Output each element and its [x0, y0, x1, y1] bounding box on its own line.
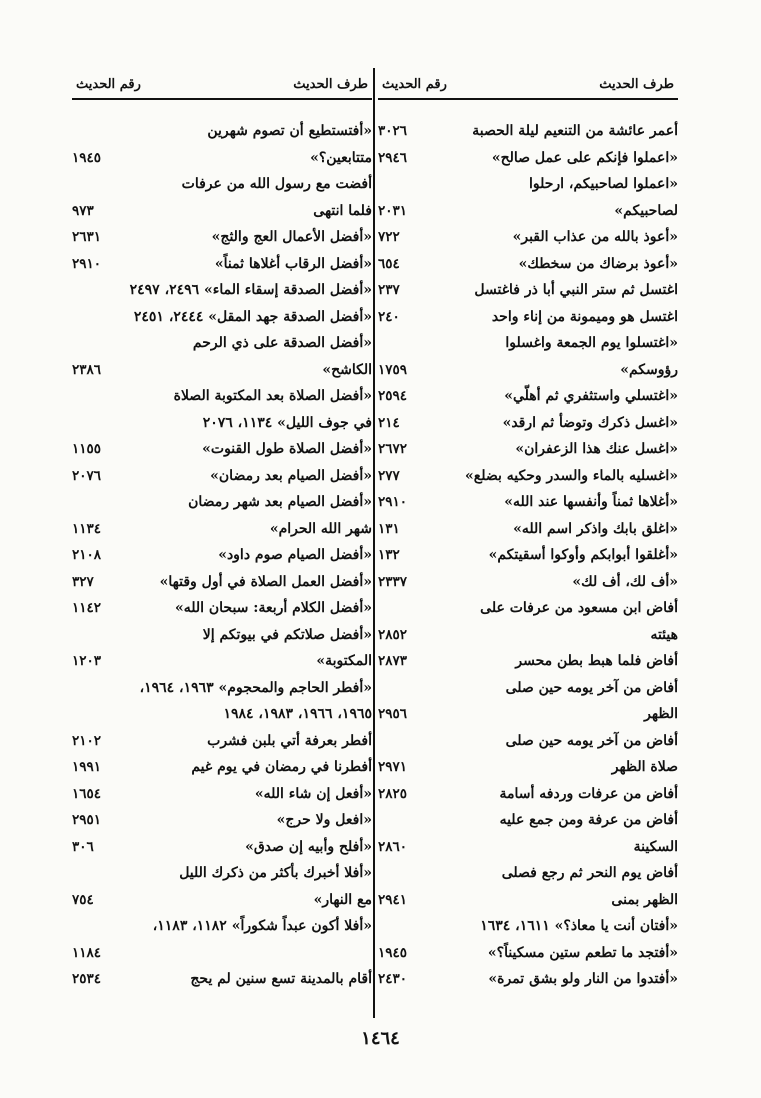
- right-rows: [378, 118, 678, 993]
- hadith-number: ١١٥٥: [72, 441, 102, 458]
- hadith-text: أفاض من عرفة ومن جمع عليه: [499, 812, 678, 829]
- index-entry: [378, 701, 678, 728]
- hadith-text: «أفضل الصيام بعد شهر رمضان: [188, 494, 372, 511]
- hadith-number: ٢٧٧: [378, 467, 400, 484]
- hadith-number: ٢١٠٨: [72, 547, 102, 564]
- index-entry: [72, 887, 372, 914]
- hadith-number: ٦٥٤: [378, 255, 400, 272]
- index-entry: [72, 807, 372, 834]
- hadith-text: أفطرنا في رمضان في يوم غيم: [191, 759, 372, 776]
- index-entry: [378, 569, 678, 596]
- hadith-text: «افعل ولا حرج»: [276, 812, 372, 829]
- index-entry: [378, 436, 678, 463]
- index-entry: [72, 675, 372, 702]
- hadith-number: ٢٨٢٥: [378, 785, 408, 802]
- hadith-text: «أفلا أخبرك بأكثر من ذكرك الليل: [179, 865, 372, 882]
- header-number-label: رقم الحديث: [76, 76, 141, 92]
- header-number-label: رقم الحديث: [382, 76, 447, 92]
- hadith-text: «اغتسلوا يوم الجمعة واغسلوا: [505, 335, 678, 352]
- index-entry: [72, 251, 372, 278]
- hadith-text: اغتسل هو وميمونة من إناء واحد: [491, 308, 678, 325]
- index-entry: [378, 251, 678, 278]
- index-entry: [72, 224, 372, 251]
- hadith-number: ٢٠٣١: [378, 202, 408, 219]
- index-entry: [72, 516, 372, 543]
- hadith-text: أعمر عائشة من التنعيم ليلة الحصبة: [472, 123, 678, 140]
- index-entry: [72, 569, 372, 596]
- hadith-text: الكاشح»: [322, 361, 372, 378]
- index-entry: [378, 728, 678, 755]
- hadith-number: ٣٠٢٦: [378, 123, 408, 140]
- index-entry: [72, 860, 372, 887]
- hadith-number: ٢٩١٠: [72, 255, 102, 272]
- hadith-text: أفاض يوم النحر ثم رجع فصلى: [501, 865, 678, 882]
- index-entry: [378, 118, 678, 145]
- index-entry: [378, 489, 678, 516]
- index-entry: [378, 966, 678, 993]
- index-entry: [378, 648, 678, 675]
- index-entry: [378, 622, 678, 649]
- index-entry: [378, 171, 678, 198]
- hadith-text: «أغلقوا أبوابكم وأوكوا أسقيتكم»: [488, 547, 678, 564]
- hadith-number: ٢٣٣٧: [378, 573, 408, 590]
- hadith-text: «أفضل العمل الصلاة في أول وقتها»: [159, 573, 372, 590]
- hadith-text: «أفضل الصلاة طول القنوت»: [202, 441, 372, 458]
- hadith-text: «أغلاها ثمناً وأنفسها عند الله»: [504, 494, 678, 511]
- index-entry: [378, 754, 678, 781]
- index-entry: [72, 463, 372, 490]
- hadith-number: ٢٩٥١: [72, 812, 102, 829]
- hadith-number: ١٣٢: [378, 547, 400, 564]
- index-entry: [72, 436, 372, 463]
- hadith-number: ١١٣٤: [72, 520, 102, 537]
- hadith-text: رؤوسكم»: [620, 361, 678, 378]
- index-entry: [72, 198, 372, 225]
- hadith-text: «اعملوا لصاحبيكم، ارحلوا: [529, 176, 678, 193]
- hadith-number: ١٩٤٥: [378, 944, 408, 961]
- index-entry: [378, 781, 678, 808]
- index-entry: [72, 834, 372, 861]
- index-entry: [72, 913, 372, 940]
- index-entry: [378, 887, 678, 914]
- hadith-number: ١٢٠٣: [72, 653, 102, 670]
- index-entry: [378, 595, 678, 622]
- index-entry: [72, 357, 372, 384]
- hadith-number: ٢٤٣٠: [378, 971, 408, 988]
- hadith-text: «أفلح وأبيه إن صدق»: [245, 838, 372, 855]
- index-entry: [72, 542, 372, 569]
- index-entry: [378, 834, 678, 861]
- index-entry: [72, 330, 372, 357]
- hadith-text: متتابعين؟»: [310, 149, 372, 166]
- index-entry: [378, 516, 678, 543]
- hadith-number: ١٦٥٤: [72, 785, 102, 802]
- hadith-text: «اغسل عنك هذا الزعفران»: [515, 441, 678, 458]
- left-column: [72, 70, 372, 1020]
- hadith-number: ٢١٠٢: [72, 732, 102, 749]
- hadith-text: «أفضل الصيام بعد رمضان»: [210, 467, 372, 484]
- hadith-text: «اغتسلي واستثفري ثم أهلّي»: [504, 388, 678, 405]
- index-entry: [72, 118, 372, 145]
- left-rows: [72, 118, 372, 993]
- hadith-number: ١١٤٢: [72, 600, 102, 617]
- hadith-text: «أفضل الرقاب أغلاها ثمناً»: [214, 255, 372, 272]
- hadith-text: أفاض ابن مسعود من عرفات على: [480, 600, 678, 617]
- index-entry: [378, 860, 678, 887]
- page-number: ١٤٦٤: [361, 1028, 400, 1049]
- header-hadith-label: طرف الحديث: [293, 76, 368, 92]
- hadith-text: أفاض فلما هبط بطن محسر: [515, 653, 678, 670]
- hadith-number: ٣٠٦: [72, 838, 94, 855]
- hadith-text: «أفضل الصدقة على ذي الرحم: [192, 335, 372, 352]
- index-entry: [378, 807, 678, 834]
- hadith-text: أفاض من آخر يومه حين صلى: [505, 732, 678, 749]
- hadith-text: «أف لك، أف لك»: [572, 573, 678, 590]
- hadith-text: «أفضل الصدقة إسقاء الماء» ٢٤٩٦، ٢٤٩٧: [129, 282, 372, 299]
- hadith-text: شهر الله الحرام»: [269, 520, 372, 537]
- right-column: [378, 70, 678, 1020]
- hadith-number: ٢٩٤٦: [378, 149, 408, 166]
- index-entry: [378, 410, 678, 437]
- index-entry: [378, 357, 678, 384]
- hadith-text: «أفضل الصدقة جهد المقل» ٢٤٤٤، ٢٤٥١: [133, 308, 372, 325]
- hadith-text: «اغسل ذكرك وتوضأ ثم ارقد»: [502, 414, 678, 431]
- hadith-number: ٣٢٧: [72, 573, 94, 590]
- hadith-text: المكتوبة»: [316, 653, 372, 670]
- hadith-text: «أفضل الصلاة بعد المكتوبة الصلاة: [173, 388, 372, 405]
- index-entry: [72, 145, 372, 172]
- index-entry: [72, 728, 372, 755]
- hadith-number: ٢٩٧١: [378, 759, 408, 776]
- hadith-text: أقام بالمدينة تسع سنين لم يحج: [190, 971, 372, 988]
- hadith-number: ٢٨٦٠: [378, 838, 408, 855]
- hadith-number: ٢٩٥٦: [378, 706, 408, 723]
- hadith-number: ٢٥٩٤: [378, 388, 408, 405]
- hadith-number: ٢٩١٠: [378, 494, 408, 511]
- index-entry: [378, 198, 678, 225]
- hadith-text: السكينة: [633, 838, 678, 855]
- index-entry: [72, 304, 372, 331]
- hadith-text: صلاة الظهر: [611, 759, 678, 776]
- hadith-number: ٢٩٤١: [378, 891, 408, 908]
- hadith-text: «أفلا أكون عبداً شكوراً» ١١٨٢، ١١٨٣،: [152, 918, 372, 935]
- hadith-text: «اغلق بابك واذكر اسم الله»: [513, 520, 678, 537]
- hadith-text: في جوف الليل» ١١٣٤، ٢٠٧٦: [202, 414, 372, 431]
- index-entry: [72, 940, 372, 967]
- hadith-text: الظهر: [644, 706, 678, 723]
- hadith-text: أفاض من عرفات وردفه أسامة: [499, 785, 678, 802]
- index-entry: [72, 754, 372, 781]
- hadith-text: «أعوذ برضاك من سخطك»: [518, 255, 678, 272]
- header-hadith-label: طرف الحديث: [599, 76, 674, 92]
- index-entry: [378, 330, 678, 357]
- index-entry: [378, 675, 678, 702]
- hadith-text: ١٩٦٥، ١٩٦٦، ١٩٨٣، ١٩٨٤: [223, 706, 372, 723]
- hadith-text: لصاحبيكم»: [614, 202, 678, 219]
- hadith-text: فلما انتهى: [313, 202, 372, 219]
- hadith-text: «أفضل الأعمال العج والثج»: [211, 229, 372, 246]
- hadith-text: «أعوذ بالله من عذاب القبر»: [512, 229, 678, 246]
- index-entry: [72, 648, 372, 675]
- hadith-text: «أفضل صلاتكم في بيوتكم إلا: [202, 626, 372, 643]
- index-entry: [72, 701, 372, 728]
- hadith-text: «أفتجد ما تطعم ستين مسكيناً؟»: [487, 944, 678, 961]
- hadith-number: ٢٥٣٤: [72, 971, 102, 988]
- index-entry: [378, 304, 678, 331]
- index-entry: [72, 966, 372, 993]
- hadith-text: أفضت مع رسول الله من عرفات: [181, 176, 372, 193]
- hadith-text: أفطر بعرفة أتي بلبن فشرب: [207, 732, 372, 749]
- hadith-number: ٢٨٧٣: [378, 653, 408, 670]
- hadith-text: اغتسل ثم ستر النبي أبا ذر فاغتسل: [474, 282, 678, 299]
- hadith-text: أفاض من آخر يومه حين صلى: [505, 679, 678, 696]
- index-entry: [378, 145, 678, 172]
- hadith-text: «أفتستطيع أن تصوم شهرين: [207, 123, 372, 140]
- hadith-text: «أفضل الصيام صوم داود»: [218, 547, 372, 564]
- index-entry: [72, 781, 372, 808]
- hadith-number: ٧٥٤: [72, 891, 94, 908]
- index-entry: [72, 410, 372, 437]
- hadith-number: ٢٦٣١: [72, 229, 102, 246]
- hadith-text: «أفعل إن شاء الله»: [254, 785, 372, 802]
- hadith-number: ١٣١: [378, 520, 400, 537]
- hadith-number: ٢١٤: [378, 414, 400, 431]
- hadith-number: ١١٨٤: [72, 944, 102, 961]
- index-entry: [378, 542, 678, 569]
- index-entry: [72, 595, 372, 622]
- index-entry: [378, 277, 678, 304]
- hadith-text: هيئته: [650, 626, 678, 643]
- hadith-number: ٩٧٣: [72, 202, 94, 219]
- left-column-header: [72, 70, 372, 100]
- index-entry: [378, 383, 678, 410]
- hadith-number: ١٩٩١: [72, 759, 102, 776]
- hadith-number: ٢٦٧٢: [378, 441, 408, 458]
- index-entry: [378, 463, 678, 490]
- hadith-number: ١٩٤٥: [72, 149, 102, 166]
- index-entry: [72, 383, 372, 410]
- index-entry: [378, 913, 678, 940]
- hadith-number: ٢٤٠: [378, 308, 400, 325]
- hadith-number: ٢٣٧: [378, 282, 400, 299]
- hadith-number: ٢٠٧٦: [72, 467, 102, 484]
- hadith-number: ٢٣٨٦: [72, 361, 102, 378]
- hadith-text: الظهر بمنى: [611, 891, 678, 908]
- hadith-text: مع النهار»: [313, 891, 372, 908]
- hadith-text: «أفتدوا من النار ولو بشق تمرة»: [488, 971, 678, 988]
- index-entry: [72, 489, 372, 516]
- column-divider: [373, 68, 375, 1018]
- hadith-text: «أفتان أنت يا معاذ؟» ١٦١١، ١٦٣٤: [480, 918, 678, 935]
- hadith-text: «اغسليه بالماء والسدر وحكيه بضلع»: [465, 467, 678, 484]
- index-entry: [378, 940, 678, 967]
- hadith-text: «أفضل الكلام أربعة: سبحان الله»: [174, 600, 372, 617]
- right-column-header: [378, 70, 678, 100]
- hadith-number: ٧٢٢: [378, 229, 400, 246]
- hadith-text: «أفطر الحاجم والمحجوم» ١٩٦٣، ١٩٦٤،: [139, 679, 372, 696]
- hadith-number: ١٧٥٩: [378, 361, 408, 378]
- index-entry: [72, 622, 372, 649]
- hadith-text: «اعملوا فإنكم على عمل صالح»: [491, 149, 678, 166]
- index-entry: [72, 171, 372, 198]
- index-entry: [72, 277, 372, 304]
- hadith-number: ٢٨٥٢: [378, 626, 408, 643]
- index-entry: [378, 224, 678, 251]
